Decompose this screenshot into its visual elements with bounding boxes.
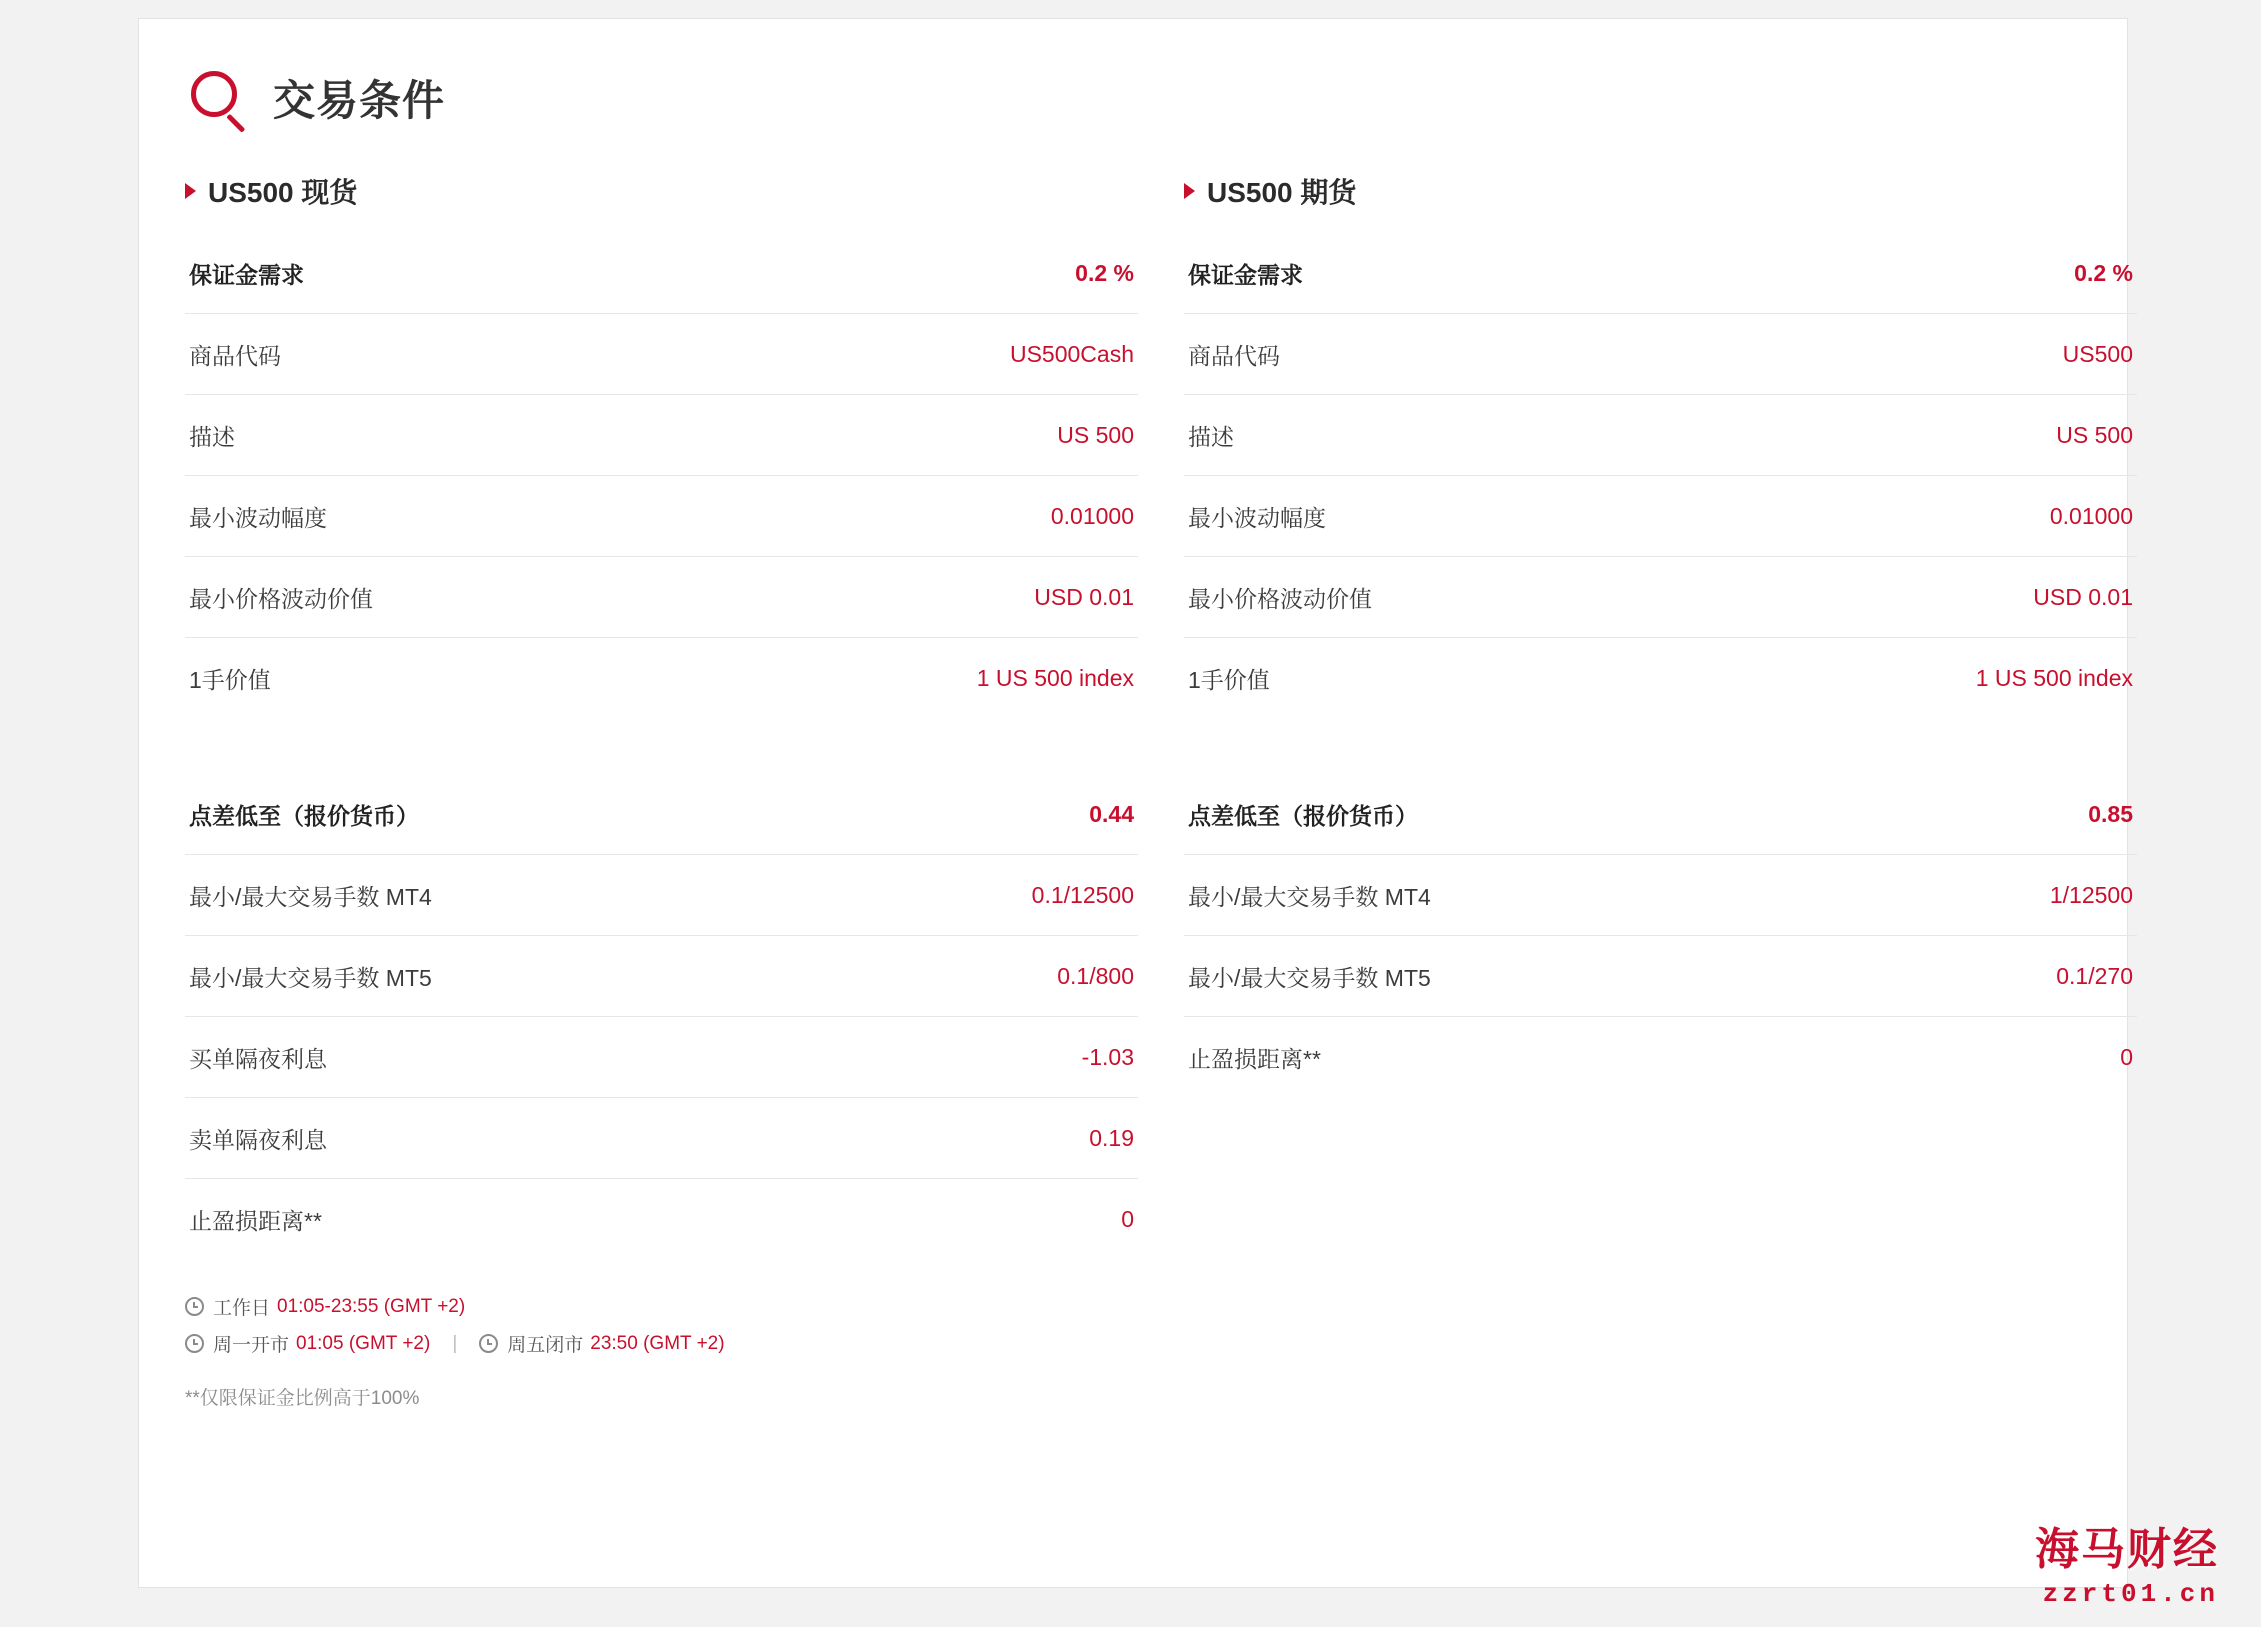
trading-hours-footer — [139, 1259, 2127, 1410]
table-row — [185, 1098, 1138, 1179]
row-value: US500Cash — [1009, 341, 1134, 367]
row-value: 0.44 — [1089, 801, 1134, 827]
caret-right-icon — [185, 183, 196, 199]
weekday-hours-line — [185, 1293, 2081, 1320]
friday-close-value: 23:50 (GMT +2) — [590, 1332, 725, 1354]
row-label: 最小/最大交易手数 MT5 — [189, 965, 432, 991]
row-label: 最小价格波动价值 — [1188, 586, 1372, 612]
row-value: US500 — [2062, 341, 2133, 367]
row-value: 0.85 — [2088, 801, 2133, 827]
row-label: 商品代码 — [189, 343, 281, 369]
row-label: 最小波动幅度 — [189, 505, 327, 531]
watermark-sub: zzrt01.cn — [2042, 1579, 2219, 1609]
row-label: 买单隔夜利息 — [189, 1046, 327, 1072]
divider: | — [452, 1332, 458, 1354]
row-value: -1.03 — [1081, 1044, 1134, 1070]
table-row — [185, 855, 1138, 936]
page-title: 交易条件 — [273, 77, 446, 124]
table-row — [1184, 774, 2137, 855]
footnote: **仅限保证金比例高于100% — [185, 1388, 420, 1409]
section-spacer — [1184, 718, 2137, 774]
table-row — [1184, 855, 2137, 936]
conditions-column-spot — [185, 171, 1138, 1259]
trading-conditions-card — [138, 18, 2133, 1588]
table-row — [1184, 395, 2137, 476]
row-value: 0.1/12500 — [1031, 882, 1134, 908]
table-row — [185, 1017, 1138, 1098]
section-spacer — [185, 718, 1138, 774]
table-row — [185, 395, 1138, 476]
clock-icon — [185, 1334, 204, 1353]
table-row — [185, 774, 1138, 855]
row-value: 0.19 — [1089, 1125, 1134, 1151]
row-value: 0.01000 — [1050, 503, 1134, 529]
row-value: 0 — [1121, 1206, 1134, 1232]
row-label: 止盈损距离** — [1188, 1046, 1321, 1072]
table-row — [1184, 1017, 2137, 1097]
table-row — [185, 1179, 1138, 1259]
table-row — [1184, 936, 2137, 1017]
row-value: 0.01000 — [2049, 503, 2133, 529]
row-value: 1/12500 — [2049, 882, 2133, 908]
row-label: 点差低至（报价货币） — [189, 803, 419, 829]
table-row — [1184, 476, 2137, 557]
row-label: 止盈损距离** — [189, 1208, 322, 1234]
row-label: 描述 — [1188, 424, 1234, 450]
monday-open-label: 周一开市 — [213, 1335, 290, 1356]
table-row — [185, 233, 1138, 314]
caret-right-icon — [1184, 183, 1195, 199]
row-value: US 500 — [2056, 422, 2133, 448]
row-label: 1手价值 — [1188, 667, 1270, 693]
row-value: 0.2 % — [1075, 260, 1134, 286]
row-value: US 500 — [1057, 422, 1134, 448]
weekday-label: 工作日 — [213, 1298, 271, 1319]
column-heading-spot — [185, 171, 1138, 233]
table-row — [185, 557, 1138, 638]
table-row — [185, 314, 1138, 395]
conditions-columns — [139, 135, 2133, 1259]
row-label: 保证金需求 — [189, 262, 304, 288]
row-label: 点差低至（报价货币） — [1188, 803, 1418, 829]
column-heading-label: US500 现货 — [208, 177, 358, 208]
table-row — [1184, 638, 2137, 718]
column-heading-futures — [1184, 171, 2137, 233]
watermark — [2035, 1513, 2219, 1609]
clock-icon — [185, 1297, 204, 1316]
row-label: 最小波动幅度 — [1188, 505, 1326, 531]
row-value: 0.2 % — [2074, 260, 2133, 286]
row-label: 最小价格波动价值 — [189, 586, 373, 612]
page-header — [139, 19, 2127, 135]
clock-icon — [479, 1334, 498, 1353]
friday-close-label: 周五闭市 — [507, 1335, 584, 1356]
table-row — [185, 638, 1138, 718]
row-value: USD 0.01 — [1034, 584, 1134, 610]
row-label: 最小/最大交易手数 MT4 — [1188, 884, 1431, 910]
watermark-main: 海马财经 — [2035, 1525, 2219, 1574]
weekday-value: 01:05-23:55 (GMT +2) — [277, 1295, 466, 1317]
row-value: 0.1/270 — [2056, 963, 2133, 989]
row-label: 最小/最大交易手数 MT5 — [1188, 965, 1431, 991]
row-value: 1 US 500 index — [1975, 665, 2133, 691]
monday-open-value: 01:05 (GMT +2) — [296, 1332, 431, 1354]
row-value: 1 US 500 index — [976, 665, 1134, 691]
table-row — [185, 936, 1138, 1017]
row-label: 描述 — [189, 424, 235, 450]
row-label: 最小/最大交易手数 MT4 — [189, 884, 432, 910]
column-heading-label: US500 期货 — [1207, 177, 1357, 208]
conditions-column-futures — [1184, 171, 2137, 1259]
row-value: 0.1/800 — [1057, 963, 1134, 989]
row-value: 0 — [2120, 1044, 2133, 1070]
row-label: 1手价值 — [189, 667, 271, 693]
row-label: 商品代码 — [1188, 343, 1280, 369]
row-value: USD 0.01 — [2033, 584, 2133, 610]
row-label: 卖单隔夜利息 — [189, 1127, 327, 1153]
table-row — [185, 476, 1138, 557]
table-row — [1184, 314, 2137, 395]
table-row — [1184, 233, 2137, 314]
open-close-line — [185, 1330, 2081, 1357]
table-row — [1184, 557, 2137, 638]
row-label: 保证金需求 — [1188, 262, 1303, 288]
search-icon — [185, 67, 253, 135]
